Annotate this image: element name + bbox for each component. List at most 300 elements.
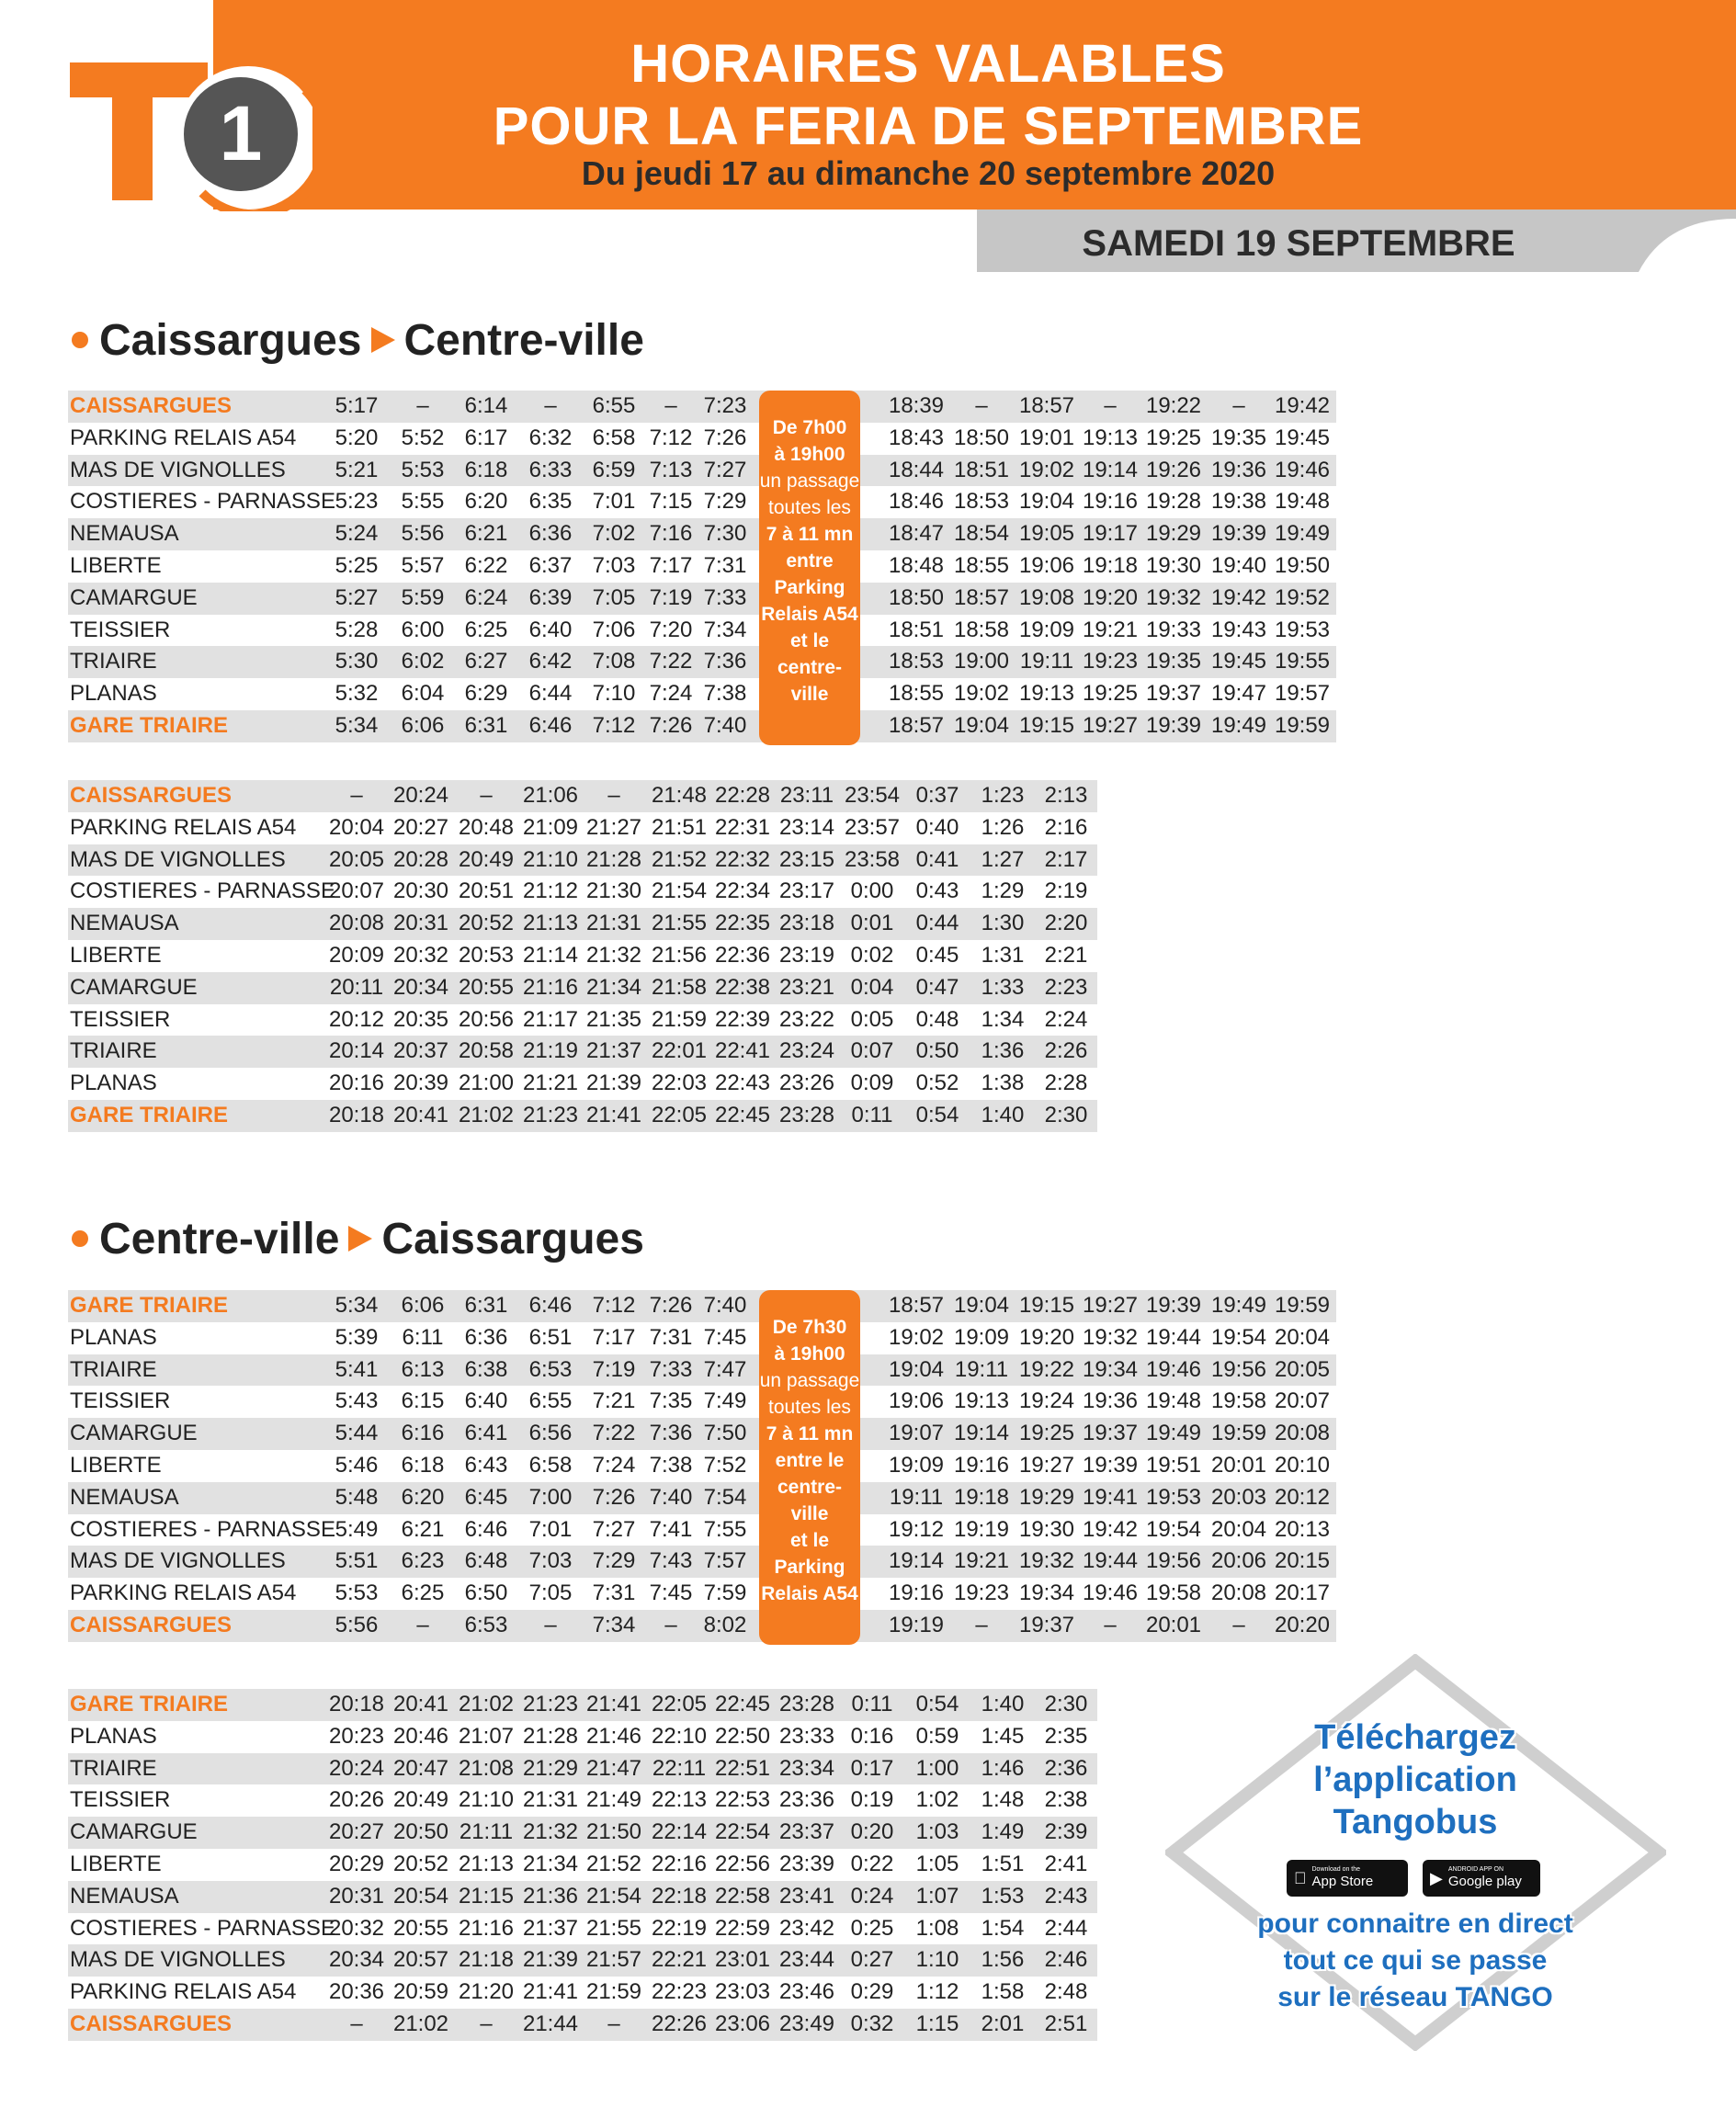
departure-time: 6:56 bbox=[528, 1421, 573, 1446]
departure-time: 21:15 bbox=[458, 1883, 515, 1909]
departure-time: 2:28 bbox=[1044, 1070, 1088, 1096]
departure-time: 19:58 bbox=[1210, 1388, 1267, 1414]
promo-text bbox=[1195, 1906, 1636, 2016]
departure-time: 21:52 bbox=[651, 846, 708, 872]
departure-time: 19:53 bbox=[1274, 617, 1331, 642]
departure-time: 0:25 bbox=[850, 1915, 894, 1941]
departure-time: 1:03 bbox=[915, 1819, 959, 1845]
departure-time: 20:01 bbox=[1145, 1612, 1202, 1637]
departure-time: 20:09 bbox=[328, 942, 385, 968]
departure-time: 0:41 bbox=[915, 846, 959, 872]
departure-time: 23:01 bbox=[714, 1947, 771, 1973]
departure-time: 5:34 bbox=[335, 1293, 379, 1318]
day-label: SAMEDI 19 SEPTEMBRE bbox=[1082, 223, 1515, 264]
departure-time: 21:37 bbox=[585, 1038, 642, 1064]
departure-time: 21:50 bbox=[585, 1819, 642, 1845]
departure-time: 2:39 bbox=[1044, 1819, 1088, 1845]
departure-time: 21:02 bbox=[392, 2011, 449, 2036]
bullet-icon bbox=[72, 1230, 88, 1247]
departure-time: 2:44 bbox=[1044, 1915, 1088, 1941]
departure-time: 21:06 bbox=[522, 783, 579, 808]
frequency-info-line: un passage bbox=[759, 1370, 860, 1391]
stop-name: NEMAUSA bbox=[70, 521, 179, 547]
departure-time: 20:41 bbox=[392, 1102, 449, 1127]
departure-time: 7:17 bbox=[649, 552, 693, 578]
departure-time: 20:11 bbox=[329, 974, 384, 1000]
departure-time: 6:35 bbox=[528, 489, 573, 515]
departure-time: 1:40 bbox=[981, 1692, 1025, 1716]
departure-time: 0:54 bbox=[915, 1692, 959, 1716]
departure-time: 19:49 bbox=[1274, 521, 1331, 547]
departure-time: 2:01 bbox=[981, 2011, 1025, 2036]
departure-time: 1:23 bbox=[981, 783, 1025, 808]
google-play-small: ANDROID APP ON bbox=[1447, 1866, 1504, 1873]
google-play-label: Google play bbox=[1447, 1874, 1522, 1889]
departure-time: 22:13 bbox=[651, 1787, 708, 1813]
frequency-info-line: Parking bbox=[774, 1557, 845, 1578]
departure-time: 6:23 bbox=[401, 1548, 445, 1574]
departure-time: 5:48 bbox=[335, 1484, 379, 1510]
departure-time: 18:50 bbox=[888, 584, 945, 610]
departure-time: 7:40 bbox=[649, 1484, 693, 1510]
departure-time: 19:32 bbox=[1082, 1324, 1139, 1350]
departure-time: 21:07 bbox=[458, 1723, 515, 1749]
departure-time: 7:26 bbox=[649, 712, 693, 738]
frequency-info-line: toutes les bbox=[768, 497, 851, 518]
departure-time: 20:59 bbox=[392, 1979, 449, 2005]
departure-time: 23:34 bbox=[778, 1755, 835, 1781]
departure-time: 2:19 bbox=[1044, 878, 1088, 904]
departure-time: 23:11 bbox=[779, 783, 834, 808]
departure-time: 7:26 bbox=[703, 425, 747, 450]
frequency-info-line: entre le bbox=[775, 1450, 845, 1471]
play-icon: ▶ bbox=[1430, 1868, 1443, 1887]
table-row bbox=[68, 1546, 1336, 1578]
departure-time: 21:13 bbox=[522, 911, 579, 936]
departure-time: 22:45 bbox=[714, 1102, 771, 1127]
departure-time: 19:18 bbox=[1082, 552, 1139, 578]
departure-time: 0:59 bbox=[915, 1723, 959, 1749]
table-row bbox=[68, 583, 1336, 615]
departure-time: 23:58 bbox=[844, 846, 901, 872]
departure-time: 2:17 bbox=[1044, 846, 1088, 872]
departure-time: 21:20 bbox=[458, 1979, 515, 2005]
departure-time: 23:49 bbox=[778, 2011, 835, 2036]
departure-time: 18:57 bbox=[953, 584, 1010, 610]
departure-time: 6:45 bbox=[464, 1484, 508, 1510]
app-store-label: App Store bbox=[1299, 1874, 1361, 1889]
departure-time: 7:13 bbox=[649, 457, 693, 482]
departure-time: 22:03 bbox=[651, 1070, 708, 1096]
title-line-2: POUR LA FERIA DE SEPTEMBRE bbox=[493, 96, 1364, 156]
departure-time: – bbox=[664, 393, 677, 418]
departure-time: 21:59 bbox=[585, 1979, 642, 2005]
departure-time: 19:04 bbox=[888, 1356, 945, 1382]
departure-time: 19:44 bbox=[1082, 1548, 1139, 1574]
departure-time: 19:25 bbox=[1145, 425, 1202, 450]
departure-time: 19:36 bbox=[1082, 1388, 1139, 1414]
table-row bbox=[68, 678, 1336, 710]
table-row bbox=[68, 780, 1097, 812]
table-row bbox=[68, 1610, 1336, 1642]
departure-time: 6:25 bbox=[464, 617, 508, 642]
departure-time: 22:31 bbox=[714, 814, 771, 840]
departure-time: 20:03 bbox=[1210, 1484, 1267, 1510]
departure-time: 5:56 bbox=[401, 521, 445, 547]
departure-time: 2:46 bbox=[1044, 1947, 1088, 1973]
departure-time: 20:52 bbox=[458, 911, 515, 936]
departure-time: 19:11 bbox=[1019, 649, 1074, 674]
timetable-s2-evening bbox=[68, 1689, 1097, 2041]
departure-time: 21:39 bbox=[585, 1070, 642, 1096]
departure-time: 21:34 bbox=[522, 1851, 579, 1876]
stop-name: PLANAS bbox=[70, 1070, 157, 1096]
frequency-info-line: Relais A54 bbox=[761, 604, 858, 625]
departure-time: 22:05 bbox=[651, 1692, 708, 1716]
departure-time: 7:38 bbox=[649, 1452, 693, 1478]
departure-time: 1:00 bbox=[915, 1755, 959, 1781]
departure-time: 21:47 bbox=[585, 1755, 642, 1781]
departure-time: 19:14 bbox=[953, 1421, 1010, 1446]
departure-time: 2:13 bbox=[1044, 783, 1088, 808]
departure-time: 2:48 bbox=[1044, 1979, 1088, 2005]
departure-time: 20:27 bbox=[392, 814, 449, 840]
departure-time: 6:58 bbox=[528, 1452, 573, 1478]
departure-time: 22:45 bbox=[714, 1692, 771, 1716]
departure-time: 19:04 bbox=[1018, 489, 1075, 515]
departure-time: 19:02 bbox=[953, 681, 1010, 707]
table-row bbox=[68, 1784, 1097, 1817]
departure-time: 1:15 bbox=[915, 2011, 959, 2036]
departure-time: 23:36 bbox=[778, 1787, 835, 1813]
stop-name: PLANAS bbox=[70, 1324, 157, 1350]
departure-time: 19:13 bbox=[1018, 681, 1075, 707]
departure-time: 7:33 bbox=[703, 584, 747, 610]
departure-time: 19:19 bbox=[888, 1612, 945, 1637]
departure-time: 19:39 bbox=[1210, 521, 1267, 547]
departure-time: 18:55 bbox=[953, 552, 1010, 578]
departure-time: – bbox=[975, 393, 988, 418]
departure-time: 22:58 bbox=[714, 1883, 771, 1909]
departure-time: 6:18 bbox=[401, 1452, 445, 1478]
departure-time: 6:31 bbox=[464, 1293, 508, 1318]
table-row bbox=[68, 844, 1097, 877]
departure-time: 6:43 bbox=[464, 1452, 508, 1478]
departure-time: 19:13 bbox=[1082, 425, 1139, 450]
departure-time: 7:27 bbox=[703, 457, 747, 482]
departure-time: – bbox=[480, 2011, 493, 2036]
stop-name: LIBERTE bbox=[70, 942, 162, 968]
departure-time: 6:53 bbox=[528, 1356, 573, 1382]
departure-time: 6:24 bbox=[464, 584, 508, 610]
departure-time: 23:37 bbox=[778, 1819, 835, 1845]
stop-name: MAS DE VIGNOLLES bbox=[70, 1947, 286, 1973]
departure-time: 19:14 bbox=[1082, 457, 1139, 482]
departure-time: 1:53 bbox=[981, 1883, 1025, 1909]
timetable-s1-day bbox=[68, 391, 1336, 742]
departure-time: 7:49 bbox=[703, 1388, 747, 1414]
table-row bbox=[68, 1753, 1097, 1785]
departure-time: 19:49 bbox=[1210, 712, 1267, 738]
stop-name: LIBERTE bbox=[70, 1452, 162, 1478]
departure-time: 7:06 bbox=[592, 617, 636, 642]
departure-time: 18:48 bbox=[888, 552, 945, 578]
departure-time: 20:46 bbox=[392, 1723, 449, 1749]
departure-time: 19:02 bbox=[1018, 457, 1075, 482]
departure-time: 2:24 bbox=[1044, 1006, 1088, 1032]
departure-time: 0:05 bbox=[850, 1006, 894, 1032]
departure-time: 20:12 bbox=[1274, 1484, 1331, 1510]
departure-time: – bbox=[1232, 393, 1245, 418]
departure-time: 21:32 bbox=[585, 942, 642, 968]
departure-time: 20:48 bbox=[458, 814, 515, 840]
departure-time: 19:05 bbox=[1018, 521, 1075, 547]
departure-time: 19:48 bbox=[1274, 489, 1331, 515]
departure-time: 19:28 bbox=[1145, 489, 1202, 515]
app-store-badge[interactable] bbox=[1287, 1860, 1408, 1897]
departure-time: 7:43 bbox=[649, 1548, 693, 1574]
departure-time: 20:50 bbox=[392, 1819, 449, 1845]
departure-time: 21:55 bbox=[585, 1915, 642, 1941]
table-row bbox=[68, 1721, 1097, 1753]
departure-time: 20:07 bbox=[1274, 1388, 1331, 1414]
departure-time: 1:46 bbox=[981, 1755, 1025, 1781]
departure-time: 0:11 bbox=[851, 1102, 893, 1127]
departure-time: 1:51 bbox=[981, 1851, 1025, 1876]
departure-time: 20:05 bbox=[1274, 1356, 1331, 1382]
departure-time: 1:07 bbox=[915, 1883, 959, 1909]
departure-time: 19:09 bbox=[888, 1452, 945, 1478]
promo-text-line: pour connaitre en direct bbox=[1257, 1909, 1573, 1939]
frequency-info-line: et le bbox=[789, 630, 830, 651]
departure-time: 20:51 bbox=[458, 878, 515, 904]
departure-time: 6:21 bbox=[464, 521, 508, 547]
departure-time: 19:04 bbox=[953, 712, 1010, 738]
departure-time: 0:02 bbox=[850, 942, 894, 968]
departure-time: 19:09 bbox=[1018, 617, 1075, 642]
stop-name: PARKING RELAIS A54 bbox=[70, 814, 297, 840]
frequency-info-line: De 7h30 bbox=[772, 1317, 847, 1338]
departure-time: 1:45 bbox=[981, 1723, 1025, 1749]
departure-time: 5:55 bbox=[401, 489, 445, 515]
departure-time: 19:21 bbox=[1082, 617, 1139, 642]
departure-time: 0:37 bbox=[915, 783, 959, 808]
departure-time: 2:23 bbox=[1044, 974, 1088, 1000]
departure-time: – bbox=[1104, 1612, 1117, 1637]
departure-time: – bbox=[350, 2011, 363, 2036]
departure-time: 19:26 bbox=[1145, 457, 1202, 482]
departure-time: 23:06 bbox=[714, 2011, 771, 2036]
departure-time: 7:20 bbox=[649, 617, 693, 642]
departure-time: 20:54 bbox=[392, 1883, 449, 1909]
departure-time: 0:24 bbox=[850, 1883, 894, 1909]
table-row bbox=[68, 812, 1097, 844]
departure-time: 23:17 bbox=[778, 878, 835, 904]
departure-time: 7:57 bbox=[703, 1548, 747, 1574]
departure-time: 21:08 bbox=[458, 1755, 515, 1781]
departure-time: 20:31 bbox=[392, 911, 449, 936]
departure-time: 6:20 bbox=[464, 489, 508, 515]
departure-time: 21:23 bbox=[522, 1692, 579, 1716]
section-to: Centre-ville bbox=[403, 315, 644, 365]
stop-name: NEMAUSA bbox=[70, 1883, 179, 1909]
table-row bbox=[68, 1418, 1336, 1450]
google-play-badge[interactable] bbox=[1423, 1860, 1540, 1897]
departure-time: 7:12 bbox=[592, 1293, 636, 1318]
stop-name: TEISSIER bbox=[70, 1006, 171, 1032]
table-row bbox=[68, 1386, 1336, 1418]
departure-time: 5:24 bbox=[335, 521, 379, 547]
departure-time: 20:14 bbox=[328, 1038, 385, 1064]
departure-time: 5:28 bbox=[335, 617, 379, 642]
stop-name: LIBERTE bbox=[70, 552, 162, 578]
departure-time: 1:26 bbox=[981, 814, 1025, 840]
frequency-info-line: centre-ville bbox=[777, 1477, 843, 1524]
table-row bbox=[68, 710, 1336, 742]
departure-time: 0:04 bbox=[850, 974, 894, 1000]
departure-time: 19:02 bbox=[888, 1324, 945, 1350]
table-row bbox=[68, 1578, 1336, 1610]
stop-name: NEMAUSA bbox=[70, 1484, 179, 1510]
departure-time: 6:44 bbox=[528, 681, 573, 707]
departure-time: – bbox=[607, 783, 620, 808]
departure-time: 6:42 bbox=[528, 649, 573, 674]
departure-time: 20:08 bbox=[1274, 1421, 1331, 1446]
departure-time: 0:50 bbox=[915, 1038, 959, 1064]
departure-time: 1:34 bbox=[981, 1006, 1025, 1032]
departure-time: 19:36 bbox=[1210, 457, 1267, 482]
departure-time: 21:14 bbox=[522, 942, 579, 968]
departure-time: 7:02 bbox=[592, 521, 636, 547]
departure-time: 6:33 bbox=[528, 457, 573, 482]
departure-time: 0:27 bbox=[850, 1947, 894, 1973]
departure-time: 19:25 bbox=[1082, 681, 1139, 707]
table-row bbox=[68, 550, 1336, 583]
departure-time: 1:56 bbox=[981, 1947, 1025, 1973]
departure-time: 5:56 bbox=[335, 1612, 379, 1637]
departure-time: 7:01 bbox=[528, 1516, 573, 1542]
departure-time: 18:50 bbox=[953, 425, 1010, 450]
stop-name: CAISSARGUES bbox=[70, 2011, 233, 2036]
departure-time: 1:49 bbox=[981, 1819, 1025, 1845]
departure-time: 2:51 bbox=[1044, 2011, 1088, 2036]
apple-icon bbox=[1294, 1869, 1307, 1888]
frequency-info-line: à 19h00 bbox=[774, 444, 845, 465]
departure-time: 21:41 bbox=[585, 1102, 642, 1127]
table-row bbox=[68, 615, 1336, 647]
departure-time: 19:27 bbox=[1082, 1293, 1139, 1318]
departure-time: 0:16 bbox=[850, 1723, 894, 1749]
table-row bbox=[68, 908, 1097, 940]
departure-time: 19:38 bbox=[1210, 489, 1267, 515]
departure-time: 20:35 bbox=[392, 1006, 449, 1032]
departure-time: 6:31 bbox=[464, 712, 508, 738]
stop-name: CAMARGUE bbox=[70, 974, 198, 1000]
table-row bbox=[68, 2009, 1097, 2041]
departure-time: 23:22 bbox=[778, 1006, 835, 1032]
departure-time: 23:44 bbox=[778, 1947, 835, 1973]
stop-name: MAS DE VIGNOLLES bbox=[70, 457, 286, 482]
app-store-small: Download on the bbox=[1299, 1866, 1348, 1873]
departure-time: 20:18 bbox=[328, 1692, 385, 1716]
departure-time: 6:29 bbox=[464, 681, 508, 707]
departure-time: 20:47 bbox=[392, 1755, 449, 1781]
departure-time: 19:07 bbox=[888, 1421, 945, 1446]
departure-time: 1:33 bbox=[981, 974, 1025, 1000]
departure-time: – bbox=[607, 2011, 620, 2036]
departure-time: 20:23 bbox=[328, 1723, 385, 1749]
departure-time: 22:34 bbox=[714, 878, 771, 904]
departure-time: 18:53 bbox=[953, 489, 1010, 515]
departure-time: 21:17 bbox=[522, 1006, 579, 1032]
departure-time: 22:32 bbox=[714, 846, 771, 872]
frequency-info-box bbox=[759, 391, 860, 745]
table-row bbox=[68, 1881, 1097, 1913]
departure-time: 7:59 bbox=[703, 1580, 747, 1606]
departure-time: 22:43 bbox=[714, 1070, 771, 1096]
departure-time: 0:07 bbox=[850, 1038, 894, 1064]
departure-time: 0:54 bbox=[915, 1102, 959, 1127]
departure-time: 2:21 bbox=[1044, 942, 1088, 968]
departure-time: 21:44 bbox=[522, 2011, 579, 2036]
departure-time: 1:10 bbox=[915, 1947, 959, 1973]
departure-time: 21:18 bbox=[458, 1947, 515, 1973]
departure-time: 19:35 bbox=[1145, 649, 1202, 674]
departure-time: 21:27 bbox=[585, 814, 642, 840]
departure-time: 21:09 bbox=[522, 814, 579, 840]
promo-text-line: tout ce qui se passe bbox=[1283, 1945, 1548, 1976]
departure-time: 0:40 bbox=[915, 814, 959, 840]
validity-dates: Du jeudi 17 au dimanche 20 septembre 2020 bbox=[581, 154, 1276, 192]
stop-name: TRIAIRE bbox=[70, 1038, 157, 1064]
departure-time: 6:21 bbox=[401, 1516, 445, 1542]
departure-time: – bbox=[416, 393, 429, 418]
departure-time: 6:18 bbox=[464, 457, 508, 482]
departure-time: 5:53 bbox=[335, 1580, 379, 1606]
departure-time: 22:59 bbox=[714, 1915, 771, 1941]
departure-time: 19:23 bbox=[953, 1580, 1010, 1606]
frequency-info-line: Relais A54 bbox=[761, 1583, 858, 1604]
departure-time: 22:05 bbox=[651, 1102, 708, 1127]
departure-time: 19:47 bbox=[1210, 681, 1267, 707]
bullet-icon bbox=[72, 332, 88, 348]
departure-time: 2:35 bbox=[1044, 1723, 1088, 1749]
departure-time: 21:39 bbox=[522, 1947, 579, 1973]
departure-time: 20:01 bbox=[1210, 1452, 1267, 1478]
departure-time: 19:15 bbox=[1018, 1293, 1075, 1318]
departure-time: 21:55 bbox=[651, 911, 708, 936]
departure-time: 0:44 bbox=[915, 911, 959, 936]
departure-time: 0:11 bbox=[851, 1692, 893, 1716]
table-row bbox=[68, 1817, 1097, 1849]
departure-time: 22:56 bbox=[714, 1851, 771, 1876]
departure-time: 20:17 bbox=[1274, 1580, 1331, 1606]
departure-time: 21:31 bbox=[585, 911, 642, 936]
departure-time: 7:03 bbox=[592, 552, 636, 578]
departure-time: 19:52 bbox=[1274, 584, 1331, 610]
departure-time: 19:34 bbox=[1018, 1580, 1075, 1606]
table-row bbox=[68, 1036, 1097, 1068]
departure-time: 19:16 bbox=[953, 1452, 1010, 1478]
departure-time: 21:54 bbox=[651, 878, 708, 904]
departure-time: 21:31 bbox=[522, 1787, 579, 1813]
departure-time: 21:32 bbox=[522, 1819, 579, 1845]
departure-time: 21:34 bbox=[585, 974, 642, 1000]
departure-time: 5:34 bbox=[335, 712, 379, 738]
table-row bbox=[68, 940, 1097, 972]
departure-time: 7:19 bbox=[649, 584, 693, 610]
departure-time: 19:51 bbox=[1145, 1452, 1202, 1478]
